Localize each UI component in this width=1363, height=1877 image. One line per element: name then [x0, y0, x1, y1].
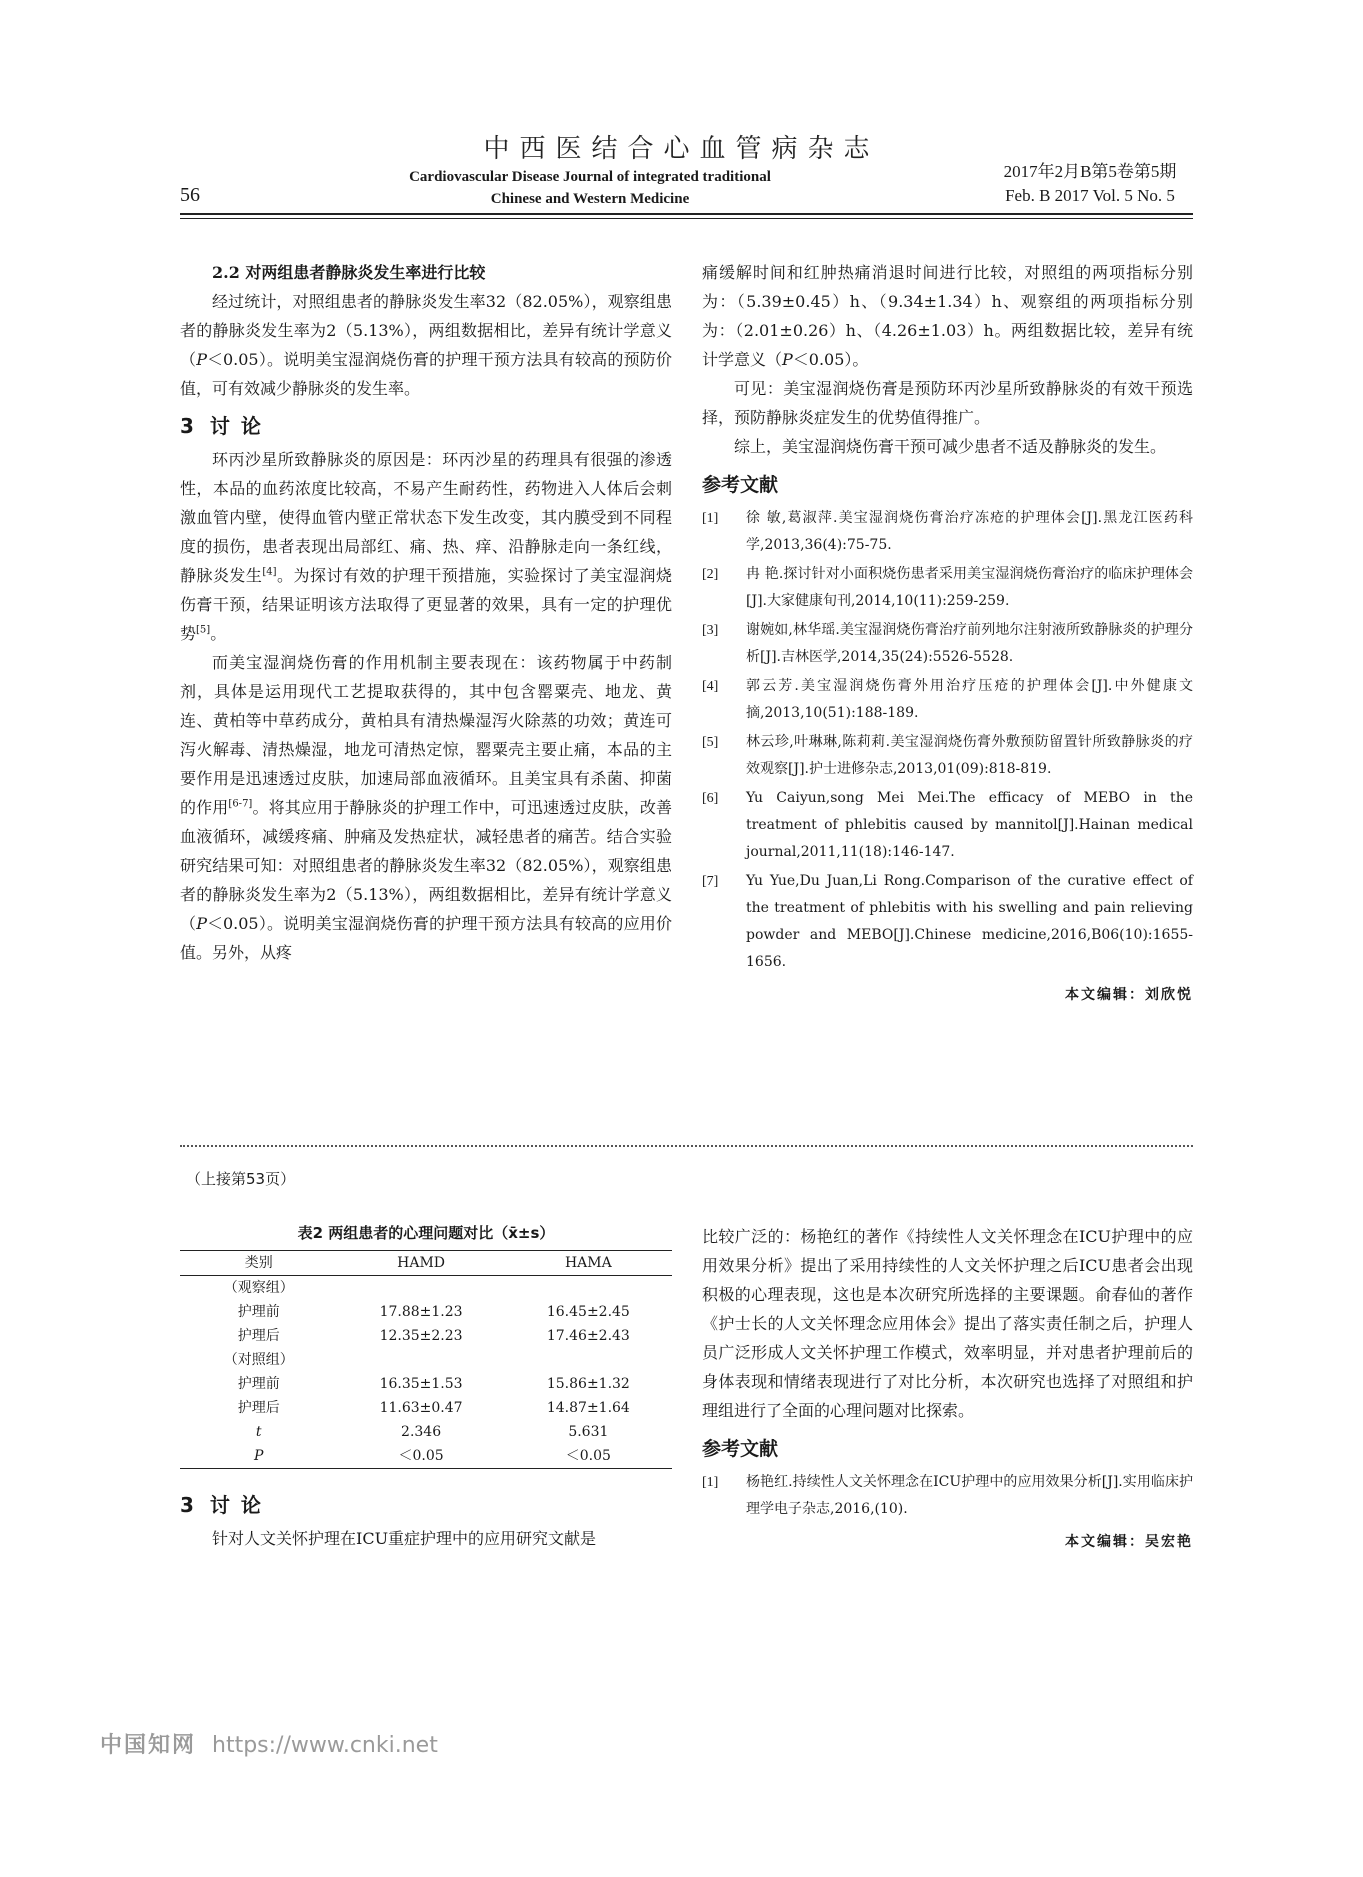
- right-column: [702, 258, 1193, 1008]
- continued-note: （上接第53页）: [186, 1170, 296, 1188]
- citation-5: [5]: [196, 624, 211, 636]
- cnki-watermark: [100, 1728, 438, 1759]
- reference-number: [7]: [702, 874, 719, 889]
- reference-text: Yu Caiyun,song Mei Mei.The efficacy of MEBO in the treatment of phlebitis caused by mannitol[J].Hainan medical journal,2011,11(18):146-147.: [746, 790, 1193, 860]
- reference-item: [702, 729, 1193, 783]
- table-cell: t: [255, 1424, 262, 1440]
- bottom-left-column: [180, 1490, 672, 1553]
- cnki-url: https://www.cnki.net: [212, 1733, 438, 1758]
- reference-list: [702, 505, 1193, 976]
- table-cell: （观察组）: [223, 1280, 294, 1296]
- issue-cn: 2017年2月B第5卷第5期: [1003, 162, 1177, 181]
- table-caption: 表2 两组患者的心理问题对比（x̄±s）: [297, 1224, 555, 1242]
- table-row: [180, 1300, 672, 1324]
- journal-title-cn: 中西医结合心血管病杂志: [483, 134, 880, 164]
- page-number: 56: [180, 184, 200, 206]
- paragraph-conclusion-2: 综上，美宝湿润烧伤膏干预可减少患者不适及静脉炎的发生。: [734, 437, 1167, 456]
- table-2: [180, 1250, 672, 1469]
- header-rule-thin: [180, 218, 1193, 219]
- table-cell: [337, 1348, 504, 1372]
- paragraph-continued: 痛缓解时间和红肿热痛消退时间进行比较，对照组的两项指标分别为：（5.39±0.45）h、（9.34±1.34）h、观察组的两项指标分别为：（2.01±0.26）h、（4.26±1.03）h。两组数据比较，差异有统计学意义（P＜0.05）。: [702, 263, 1193, 369]
- paragraph-2-2: 经过统计，对照组患者的静脉炎发生率32（82.05%），观察组患者的静脉炎发生率为2（5.13%），两组数据相比，差异有统计学意义（P＜0.05）。说明美宝湿润烧伤膏的护理干预方法具有较高的预防价值，可有效减少静脉炎的发生率。: [180, 292, 672, 398]
- table-cell: （对照组）: [223, 1352, 294, 1368]
- table-cell: 17.88±1.23: [379, 1304, 463, 1320]
- table-header-cell: HAMD: [337, 1251, 504, 1276]
- paragraph-bottom-left: 针对人文关怀护理在ICU重症护理中的应用研究文献是: [212, 1529, 597, 1548]
- table-cell: 护理后: [237, 1328, 280, 1344]
- table-cell: [337, 1276, 504, 1301]
- table-header-cell: 类别: [180, 1251, 337, 1276]
- table-row: [180, 1396, 672, 1420]
- citation-6-7: [6-7]: [228, 798, 253, 810]
- journal-title-en: [330, 166, 850, 210]
- table-cell: 14.87±1.64: [546, 1400, 630, 1416]
- reference-text: Yu Yue,Du Juan,Li Rong.Comparison of the curative effect of the treatment of phlebitis with his swelling and pain relieving powder and MEBO[J].Chinese medicine,2016,B06(10):1655-1656.: [746, 873, 1193, 970]
- reference-text: 徐 敏,葛淑萍.美宝湿润烧伤膏治疗冻疮的护理体会[J].黑龙江医药科学,2013,36(4):75-75.: [746, 510, 1193, 553]
- table-row: [180, 1372, 672, 1396]
- table-cell: ＜0.05: [337, 1444, 504, 1469]
- reference-number: [6]: [702, 791, 719, 806]
- cnki-logo-text: 中国知网: [100, 1733, 197, 1758]
- reference-text: 林云珍,叶琳琳,陈莉莉.美宝湿润烧伤膏外敷预防留置针所致静脉炎的疗效观察[J].护士进修杂志,2013,01(09):818-819.: [746, 734, 1193, 777]
- table-row: [180, 1276, 672, 1301]
- paragraph-conclusion-1: 可见：美宝湿润烧伤膏是预防环丙沙星所致静脉炎的有效干预选择，预防静脉炎症发生的优势值得推广。: [702, 379, 1193, 427]
- paragraph-bottom-right: 比较广泛的：杨艳红的著作《持续性人文关怀理念在ICU护理中的应用效果分析》提出了采用持续性的人文关怀护理之后ICU患者会出现积极的心理表现，这也是本次研究所选择的主要课题。俞春仙的著作《护士长的人文关怀理念应用体会》提出了落实责任制之后，护理人员广泛形成人文关怀护理工作模式，效率明显，并对患者护理前后的身体表现和情绪表现进行了对比分析，本次研究也选择了对照组和护理组进行了全面的心理问题对比探索。: [702, 1227, 1193, 1420]
- bottom-right-column: [702, 1222, 1193, 1555]
- issue-en: Feb. B 2017 Vol. 5 No. 5: [1005, 186, 1175, 205]
- table-cell: 17.46±2.43: [546, 1328, 630, 1344]
- editor-credit: 本文编辑：刘欣悦: [1065, 987, 1193, 1003]
- references-heading: 参考文献: [702, 474, 779, 496]
- reference-item: [702, 673, 1193, 727]
- header-rule-thick: [180, 213, 1193, 215]
- citation-4: [4]: [262, 566, 277, 578]
- paragraph-discussion-1: 环丙沙星所致静脉炎的原因是：环丙沙星的药理具有很强的渗透性，本品的血药浓度比较高，不易产生耐药性，药物进入人体后会刺激血管内壁，使得血管内壁正常状态下发生改变，其内膜受到不同程度的损伤，患者表现出局部红、痛、热、痒、沿静脉走向一条红线，静脉炎发生[4]。为探讨有效的护理干预措施，实验探讨了美宝湿润烧伤膏干预，结果证明该方法取得了更显著的效果，具有一定的护理优势[5]。: [180, 450, 672, 643]
- table-row: [180, 1444, 672, 1469]
- reference-text: 郭云芳.美宝湿润烧伤膏外用治疗压疮的护理体会[J].中外健康文摘,2013,10(51):188-189.: [746, 678, 1193, 721]
- reference-item: [702, 785, 1193, 866]
- table-cell: 护理后: [237, 1400, 280, 1416]
- journal-title-en-line1: Cardiovascular Disease Journal of integrated traditional: [409, 169, 771, 185]
- reference-item: [1] 杨艳红.持续性人文关怀理念在ICU护理中的应用效果分析[J].实用临床护理学电子杂志,2016,(10).: [702, 1474, 1193, 1517]
- table-row: [180, 1348, 672, 1372]
- section-heading-2-2: 2.2 对两组患者静脉炎发生率进行比较: [212, 263, 486, 282]
- table-cell: 15.86±1.32: [546, 1376, 630, 1392]
- reference-item: [702, 617, 1193, 671]
- table-row: [180, 1324, 672, 1348]
- table-cell: 2.346: [401, 1424, 442, 1440]
- reference-item: [702, 505, 1193, 559]
- reference-number: [5]: [702, 735, 719, 750]
- reference-text: 谢婉如,林华瑶.美宝湿润烧伤膏治疗前列地尔注射液所致静脉炎的护理分析[J].吉林医学,2014,35(24):5526-5528.: [746, 622, 1193, 665]
- reference-number: [2]: [702, 567, 719, 582]
- editor-credit-bottom: 本文编辑：吴宏艳: [1065, 1534, 1193, 1550]
- table-cell: [505, 1276, 672, 1301]
- reference-number: [1]: [702, 511, 719, 526]
- table-cell: 16.35±1.53: [379, 1376, 463, 1392]
- table-cell: ＜0.05: [505, 1444, 672, 1469]
- table-header-cell: HAMA: [505, 1251, 672, 1276]
- table-cell: 11.63±0.47: [379, 1400, 463, 1416]
- left-column: [180, 258, 672, 967]
- reference-number: [3]: [702, 623, 719, 638]
- paragraph-discussion-2: 而美宝湿润烧伤膏的作用机制主要表现在：该药物属于中药制剂，具体是运用现代工艺提取获得的，其中包含罂粟壳、地龙、黄连、黄柏等中草药成分，黄柏具有清热燥湿泻火除蒸的功效；黄连可泻火解毒、清热燥湿，地龙可清热定惊，罂粟壳主要止痛，本品的主要作用是迅速透过皮肤，加速局部血液循环。且美宝具有杀菌、抑菌的作用[6-7]。将其应用于静脉炎的护理工作中，可迅速透过皮肤，改善血液循环，减缓疼痛、肿痛及发热症状，减轻患者的痛苦。结合实验研究结果可知：对照组患者的静脉炎发生率32（82.05%），观察组患者的静脉炎发生率为2（5.13%），两组数据相比，差异有统计学意义（P＜0.05）。说明美宝湿润烧伤膏的护理干预方法具有较高的应用价值。另外，从疼: [180, 653, 672, 962]
- table-cell: 护理前: [237, 1376, 280, 1392]
- table-row: [180, 1420, 672, 1444]
- journal-title-en-line2: Chinese and Western Medicine: [490, 191, 690, 207]
- section-heading-3-bottom: 3 讨 论: [180, 1493, 263, 1517]
- reference-text: 冉 艳.探讨针对小面积烧伤患者采用美宝湿润烧伤膏治疗的临床护理体会[J].大家健康旬刊,2014,10(11):259-259.: [746, 566, 1193, 609]
- reference-number: [4]: [702, 679, 719, 694]
- issue-info: [980, 160, 1200, 208]
- table-cell: 5.631: [568, 1424, 609, 1440]
- table-header-row: [180, 1251, 672, 1276]
- table-cell: 护理前: [237, 1304, 280, 1320]
- table-cell: 12.35±2.23: [379, 1328, 463, 1344]
- references-heading-bottom: 参考文献: [702, 1438, 779, 1460]
- table-cell: P: [180, 1444, 337, 1469]
- table-cell: [505, 1348, 672, 1372]
- table-cell: 16.45±2.45: [546, 1304, 630, 1320]
- section-heading-3: 3 讨 论: [180, 414, 263, 438]
- reference-item: [702, 561, 1193, 615]
- dotted-divider: [180, 1145, 1193, 1147]
- reference-item: [702, 868, 1193, 976]
